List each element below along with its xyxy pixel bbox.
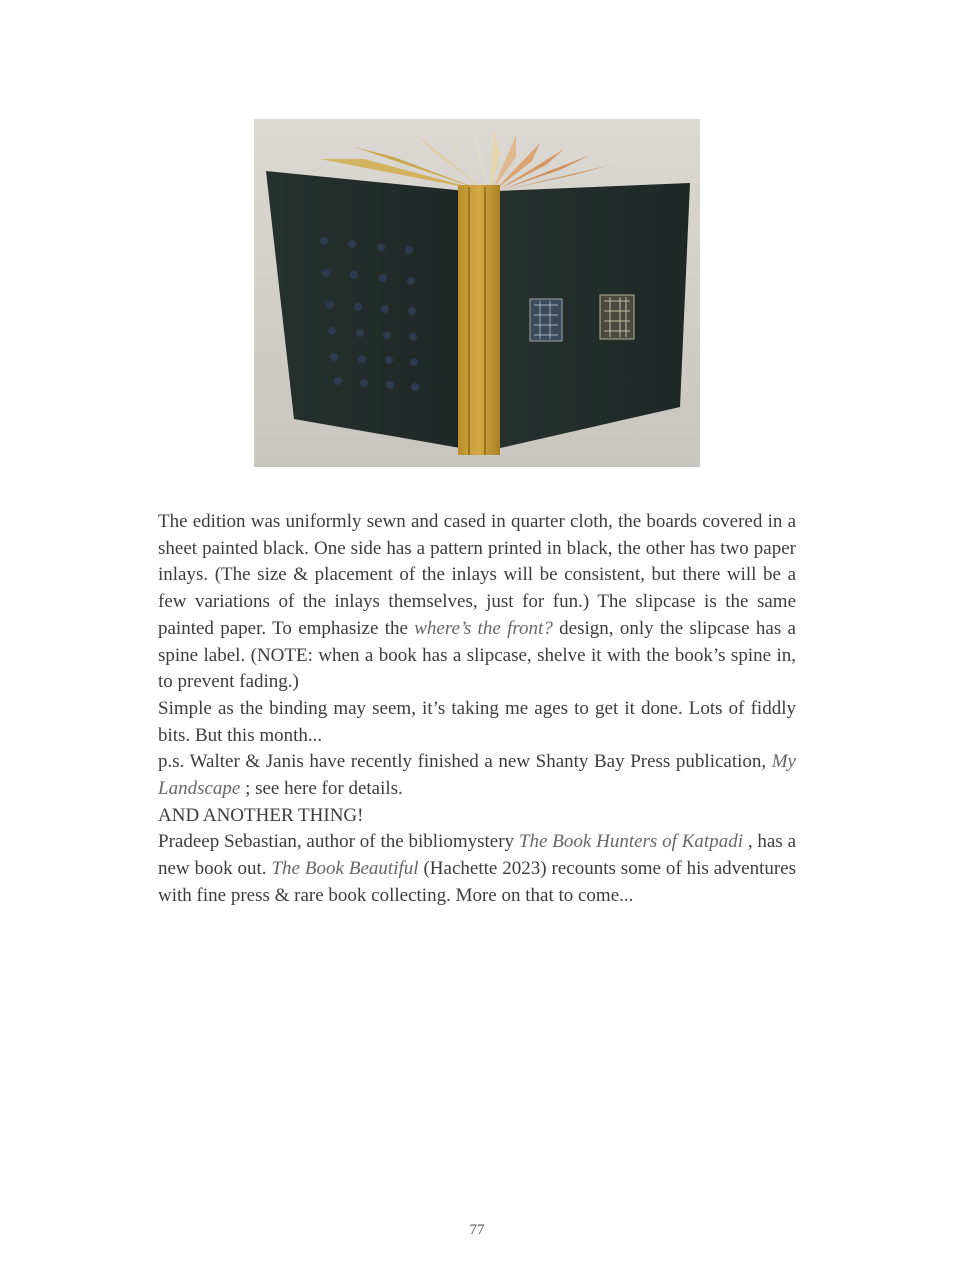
paragraph-pradeep: Pradeep Sebastian, author of the bibliomystery The Book Hunters of Katpadi , has a new book out. The Book Beautiful (Hachette 2023) recounts some of his adventures with fine press & rare book collecting. More on that to come...	[158, 831, 797, 906]
book-photo	[254, 119, 700, 467]
page-number: 77	[469, 1222, 485, 1238]
paragraph-binding: Simple as the binding may seem, it’s taking me ages to get it done. Lots of fiddly bits. But this month...	[158, 697, 796, 746]
paragraph-edition: The edition was uniformly sewn and cased in quarter cloth, the boards covered in a sheet painted black. One side has a pattern printed in black, the other has two paper inlays. (The size & placement of the inlays will be consistent, but there will be a few variations of the inlays themselves, just for fun.) The slipcase is the same painted paper. To emphasize the where’s the front? design, only the slipcase has a spine label. (NOTE: when a book has a slipcase, shelve it with the book’s spine in, to prevent fading.)	[158, 511, 796, 693]
body-text	[158, 509, 796, 910]
paragraph-another-thing: AND ANOTHER THING!	[158, 804, 364, 826]
paragraph-ps: p.s. Walter & Janis have recently finished a new Shanty Bay Press publication, My Landscape ; see here for details.	[158, 751, 796, 800]
